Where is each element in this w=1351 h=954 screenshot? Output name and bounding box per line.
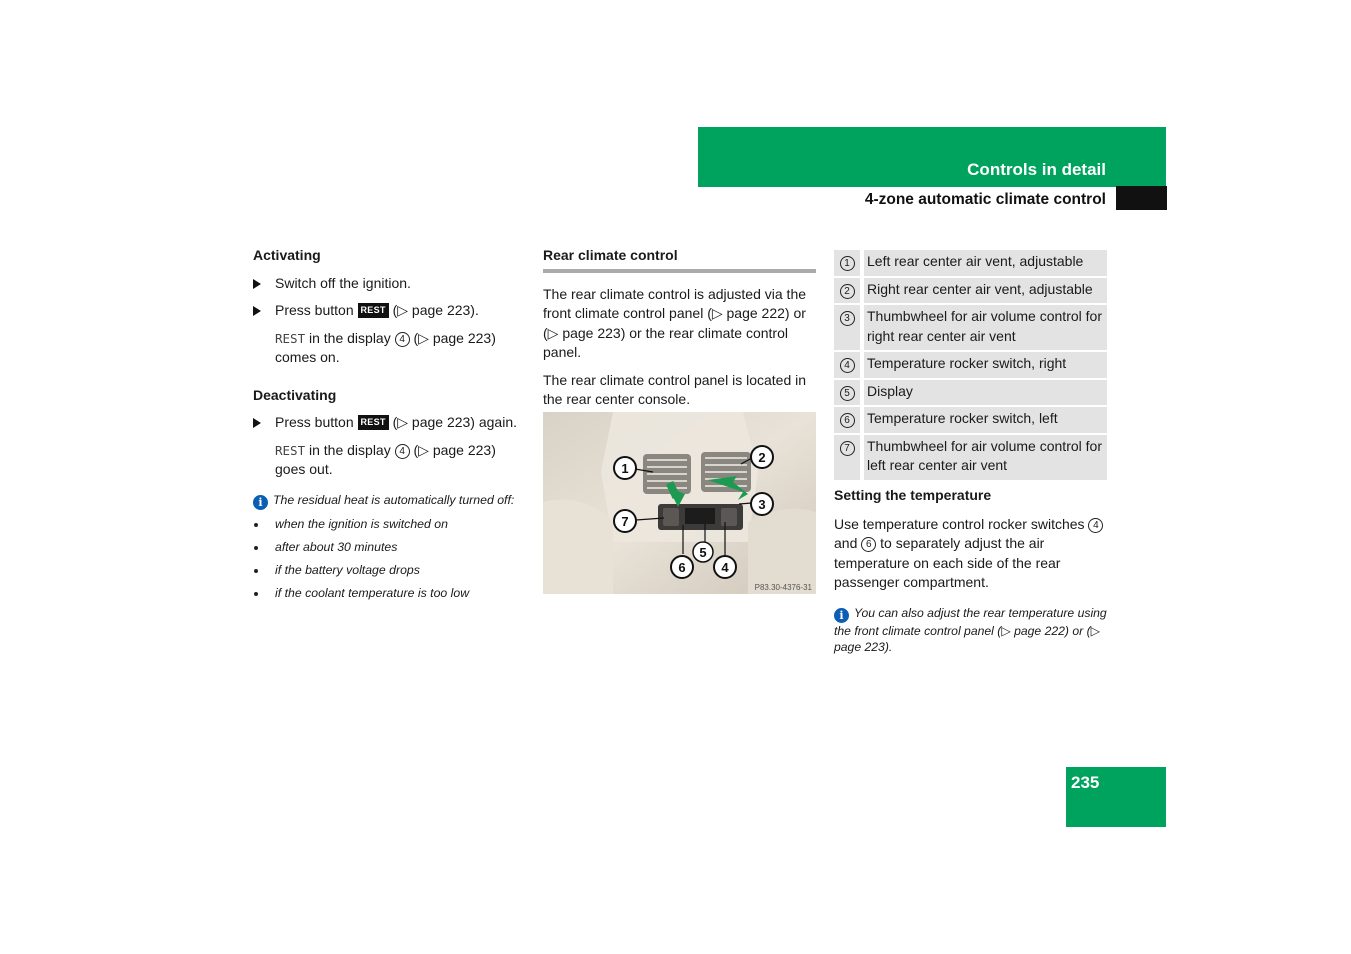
legend-row bbox=[834, 379, 1107, 407]
legend-text: Display bbox=[862, 379, 1107, 407]
right-column bbox=[834, 486, 1107, 656]
legend-text: Right rear center air vent, adjustable bbox=[862, 277, 1107, 305]
callout-legend bbox=[834, 250, 1107, 482]
rear-temperature-note: i You can also adjust the rear temperature using the front climate control panel (▷ page 222) or (▷ page 223). bbox=[834, 605, 1107, 654]
legend-text: Thumbwheel for air volume control for right rear center air vent bbox=[862, 304, 1107, 351]
legend-row bbox=[834, 351, 1107, 379]
legend-number: 2 bbox=[840, 284, 855, 299]
legend-number: 4 bbox=[840, 358, 855, 373]
legend-number: 1 bbox=[840, 256, 855, 271]
svg-text:1: 1 bbox=[621, 461, 629, 476]
image-callout-1 bbox=[614, 457, 636, 479]
image-callout-6 bbox=[671, 556, 693, 578]
header-marker bbox=[1116, 186, 1167, 210]
legend-row bbox=[834, 277, 1107, 305]
svg-text:5: 5 bbox=[699, 545, 707, 560]
result-goes-out: REST in the display 4 (▷ page 223) goes out. bbox=[275, 441, 496, 477]
step-arrow-icon bbox=[253, 279, 261, 289]
info-icon: i bbox=[834, 608, 849, 623]
deactivating-heading: Deactivating bbox=[253, 386, 337, 403]
image-callout-4 bbox=[714, 556, 736, 578]
callout-4: 4 bbox=[395, 444, 410, 459]
rear-climate-heading: Rear climate control bbox=[543, 247, 678, 263]
rear-console-photo bbox=[543, 412, 816, 594]
rest-button-symbol: REST bbox=[358, 303, 389, 318]
image-caption: P83.30-4376-31 bbox=[754, 583, 812, 592]
left-column bbox=[253, 246, 528, 602]
note-list-item: if the coolant temperature is too low bbox=[253, 585, 528, 602]
rear-climate-para-1: The rear climate control is adjusted via the front climate control panel (▷ page 222) or (▷ page 223) or the rear climate control panel. bbox=[543, 285, 807, 360]
legend-number: 6 bbox=[840, 413, 855, 428]
svg-text:4: 4 bbox=[721, 560, 729, 575]
step-arrow-icon bbox=[253, 306, 261, 316]
image-callout-2 bbox=[751, 446, 773, 468]
callout-4: 4 bbox=[395, 332, 410, 347]
step-switch-off: Switch off the ignition. bbox=[253, 274, 528, 294]
info-icon: i bbox=[253, 495, 268, 510]
image-callout-5 bbox=[693, 542, 713, 562]
step-press-rest: Press button REST (▷ page 223). bbox=[253, 301, 528, 321]
legend-row bbox=[834, 406, 1107, 434]
activating-heading: Activating bbox=[253, 247, 321, 263]
image-callout-3 bbox=[751, 493, 773, 515]
svg-text:7: 7 bbox=[621, 514, 629, 529]
page-number: 235 bbox=[1071, 773, 1100, 792]
step-press-rest-again: Press button REST (▷ page 223) again. bbox=[253, 413, 528, 433]
svg-text:2: 2 bbox=[758, 450, 766, 465]
section-title: Controls in detail bbox=[967, 160, 1106, 179]
setting-temperature-heading: Setting the temperature bbox=[834, 487, 992, 503]
callout-4: 4 bbox=[1088, 518, 1103, 533]
legend-row bbox=[834, 434, 1107, 481]
note-list-item: if the battery voltage drops bbox=[253, 562, 528, 579]
rear-climate-para-2: The rear climate control panel is located in the rear center console. bbox=[543, 371, 807, 407]
svg-text:6: 6 bbox=[678, 560, 686, 575]
svg-text:3: 3 bbox=[758, 497, 766, 512]
setting-temperature-text: Use temperature control rocker switches 4 and 6 to separately adjust the air temperature on each side of the rear passenger compartment. bbox=[834, 515, 1107, 593]
legend-text: Left rear center air vent, adjustable bbox=[862, 250, 1107, 277]
legend-row bbox=[834, 250, 1107, 277]
legend-number: 5 bbox=[840, 386, 855, 401]
legend-text: Temperature rocker switch, right bbox=[862, 351, 1107, 379]
rest-button-symbol: REST bbox=[358, 415, 389, 430]
note-list-item: after about 30 minutes bbox=[253, 539, 528, 556]
result-comes-on: REST in the display 4 (▷ page 223) comes on. bbox=[275, 329, 496, 365]
callout-6: 6 bbox=[861, 537, 876, 552]
legend-text: Thumbwheel for air volume control for left rear center air vent bbox=[862, 434, 1107, 481]
legend-number: 7 bbox=[840, 441, 855, 456]
legend-number: 3 bbox=[840, 311, 855, 326]
subsection-title: 4-zone automatic climate control bbox=[864, 191, 1106, 208]
residual-heat-note: i The residual heat is automatically turned off: bbox=[253, 492, 528, 510]
step-arrow-icon bbox=[253, 418, 261, 428]
heading-rule bbox=[543, 269, 816, 273]
note-list-item: when the ignition is switched on bbox=[253, 516, 528, 533]
legend-text: Temperature rocker switch, left bbox=[862, 406, 1107, 434]
middle-column bbox=[543, 246, 816, 410]
image-callout-7 bbox=[614, 510, 636, 532]
legend-row bbox=[834, 304, 1107, 351]
